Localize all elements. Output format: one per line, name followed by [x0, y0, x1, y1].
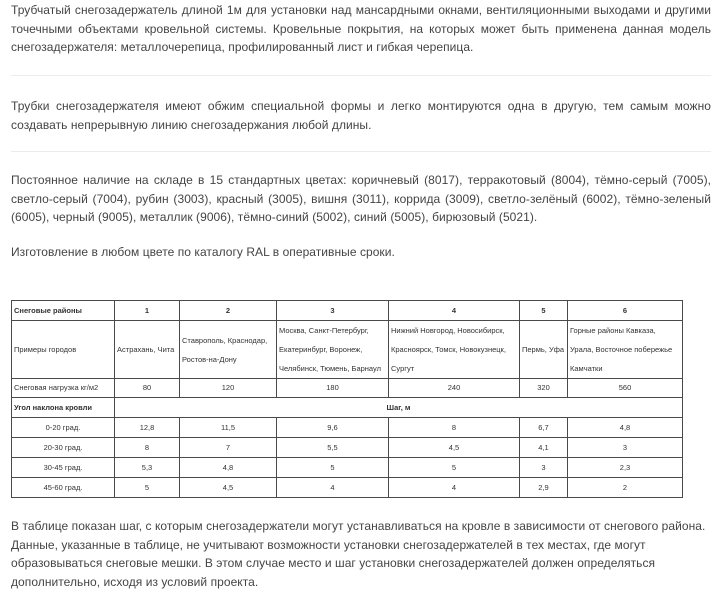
angle-label: Угол наклона кровли — [12, 398, 115, 418]
angle-cell: 0-20 град. — [12, 418, 115, 438]
region-cell: 2 — [180, 301, 277, 321]
cities-cell: Горные районы Кавказа, Урала, Восточное побережье Камчатки — [568, 321, 683, 379]
angle-cell: 45-60 град. — [12, 478, 115, 498]
step-cell: 12,8 — [115, 418, 180, 438]
step-cell: 5,3 — [115, 458, 180, 478]
step-cell: 5 — [277, 458, 389, 478]
tubes-paragraph: Трубки снегозадержателя имеют обжим специальной формы и легко монтируются одна в другую, тем самым можно создавать непрерывную линию снегозадержания любой длины. — [11, 99, 711, 132]
cities-cell: Нижний Новгород, Новосибирск, Красноярск, Томск, Новокузнецк, Сургут — [389, 321, 520, 379]
region-cell: 1 — [115, 301, 180, 321]
step-cell: 4,8 — [180, 458, 277, 478]
load-label: Снеговая нагрузка кг/м2 — [12, 379, 115, 398]
table-row-regions — [12, 301, 683, 321]
load-cell: 80 — [115, 379, 180, 398]
step-cell: 2 — [568, 478, 683, 498]
intro-paragraph: Трубчатый снегозадержатель длиной 1м для установки над мансардными окнами, вентиляционными выходами и другими точечными объектами кровельной системы. Кровельные покрытия, на которых может быть применена данная модель снегозадержателя: металлочерепица, профилированный лист и гибкая черепица. — [11, 3, 711, 54]
step-cell: 5 — [389, 458, 520, 478]
step-cell: 7 — [180, 438, 277, 458]
ral-paragraph: Изготовление в любом цвете по каталогу RAL в оперативные сроки. — [11, 245, 395, 259]
table-row-load — [12, 379, 683, 398]
step-cell: 11,5 — [180, 418, 277, 438]
regions-label: Снеговые районы — [12, 301, 115, 321]
step-cell: 5 — [115, 478, 180, 498]
step-cell: 2,9 — [520, 478, 568, 498]
region-cell: 6 — [568, 301, 683, 321]
step-cell: 3 — [520, 458, 568, 478]
divider — [11, 151, 711, 152]
divider — [11, 75, 711, 76]
table-row — [12, 478, 683, 498]
step-cell: 4,5 — [389, 438, 520, 458]
step-cell: 4,5 — [180, 478, 277, 498]
region-cell: 5 — [520, 301, 568, 321]
load-cell: 240 — [389, 379, 520, 398]
table-row — [12, 438, 683, 458]
region-cell: 4 — [389, 301, 520, 321]
step-cell: 4 — [389, 478, 520, 498]
table-note-paragraph: В таблице показан шаг, с которым снегозадержатели могут устанавливаться на кровле в зависимости от снегового района. Данные, указанные в таблице, не учитывают возможности установки снегозадержателей в тех местах, где могут образовываться снеговые мешки. В этом случае место и шаг установки снегозадержателей должен определяться дополнительно, исходя из условий проекта. — [11, 519, 706, 589]
step-cell: 4 — [277, 478, 389, 498]
step-cell: 3 — [568, 438, 683, 458]
load-cell: 560 — [568, 379, 683, 398]
angle-cell: 20-30 град. — [12, 438, 115, 458]
colors-paragraph: Постоянное наличие на складе в 15 стандартных цветах: коричневый (8017), терракотовый (8004), тёмно-серый (7005), светло-серый (7004), рубин (3003), красный (3005), вишня (3011), коррида (3009), светло-зелёный (6002), тёмно-зеленый (6005), черный (9005), металлик (9006), тёмно-синий (5002), синий (5005), бирюзовый (5021). — [11, 173, 711, 224]
table-row-angle-header — [12, 398, 683, 418]
step-cell: 8 — [115, 438, 180, 458]
step-cell: 4,1 — [520, 438, 568, 458]
load-cell: 120 — [180, 379, 277, 398]
table-row — [12, 418, 683, 438]
snow-load-table — [11, 300, 683, 498]
step-cell: 8 — [389, 418, 520, 438]
step-cell: 2,3 — [568, 458, 683, 478]
table-row-cities — [12, 321, 683, 379]
step-cell: 9,6 — [277, 418, 389, 438]
cities-cell: Пермь, Уфа — [520, 321, 568, 379]
cities-cell: Москва, Санкт-Петербург, Екатеринбург, Воронеж, Челябинск, Тюмень, Барнаул — [277, 321, 389, 379]
load-cell: 320 — [520, 379, 568, 398]
cities-cell: Ставрополь, Краснодар, Ростов-на-Дону — [180, 321, 277, 379]
region-cell: 3 — [277, 301, 389, 321]
step-cell: 4,8 — [568, 418, 683, 438]
load-cell: 180 — [277, 379, 389, 398]
table-row — [12, 458, 683, 478]
cities-cell: Астрахань, Чита — [115, 321, 180, 379]
step-label: Шаг, м — [115, 398, 683, 418]
cities-label: Примеры городов — [12, 321, 115, 379]
angle-cell: 30-45 град. — [12, 458, 115, 478]
step-cell: 5,5 — [277, 438, 389, 458]
step-cell: 6,7 — [520, 418, 568, 438]
